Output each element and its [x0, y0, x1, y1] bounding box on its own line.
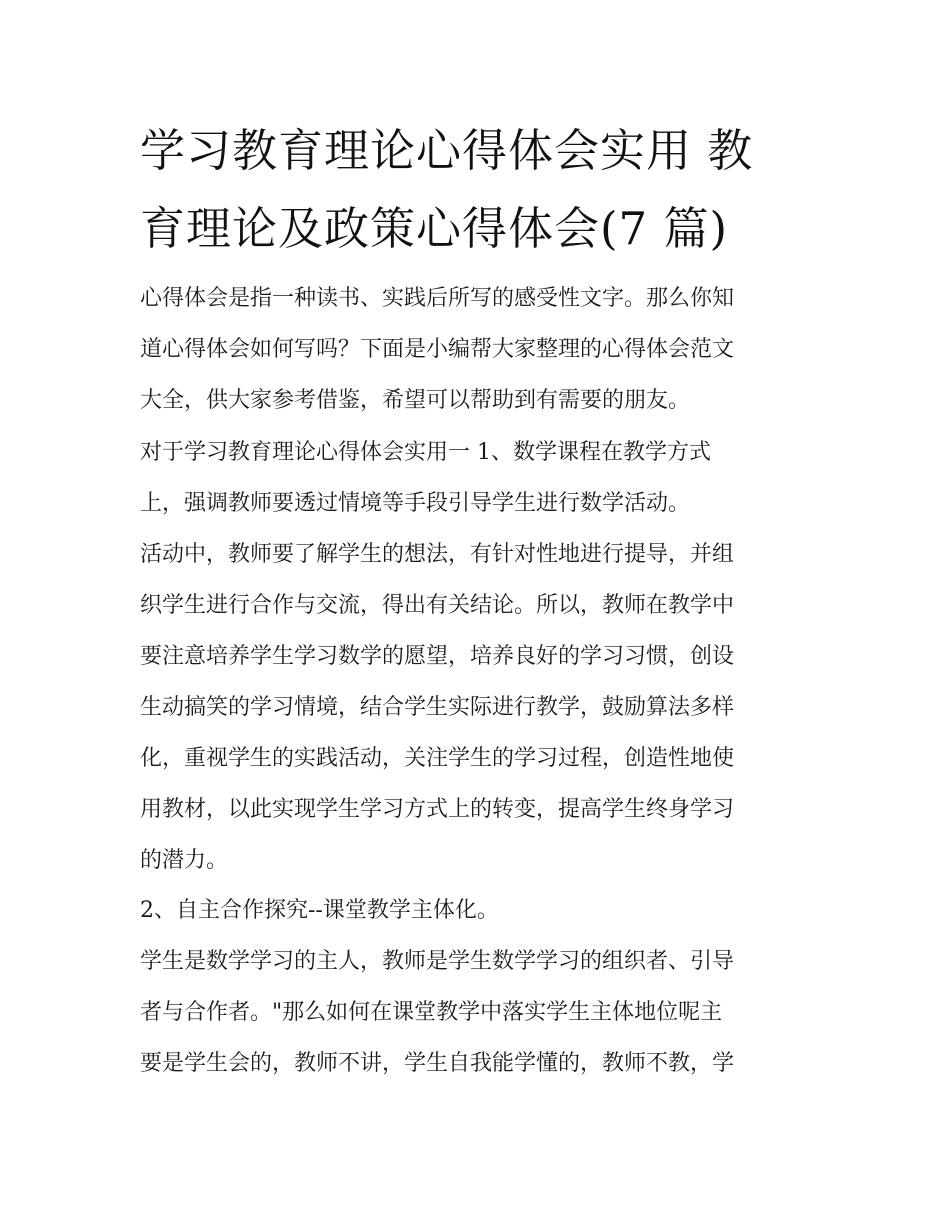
body-line-15: 者与合作者。"那么如何在课堂教学中落实学生主体地位呢主	[140, 1000, 723, 1025]
body-line-7: 织学生进行合作与交流，得出有关结论。所以，教师在教学中	[140, 593, 735, 618]
body-line-10: 化，重视学生的实践活动，关注学生的学习过程，创造性地使	[140, 746, 735, 771]
body-line-9: 生动搞笑的学习情境，结合学生实际进行教学，鼓励算法多样	[140, 695, 735, 720]
body-line-8: 要注意培养学生学习数学的愿望，培养良好的学习习惯，创设	[140, 644, 735, 669]
body-line-1: 心得体会是指一种读书、实践后所写的感受性文字。那么你知	[140, 286, 735, 311]
body-line-14: 学生是数学学习的主人，教师是学生数学学习的组织者、引导	[140, 949, 735, 974]
body-line-2: 道心得体会如何写吗？下面是小编帮大家整理的心得体会范文	[140, 337, 735, 362]
body-line-16: 要是学生会的，教师不讲，学生自我能学懂的，教师不教，学	[140, 1051, 735, 1076]
title-line-1: 学习教育理论心得体会实用 教	[140, 124, 754, 177]
body-line-13: 2、自主合作探究--课堂教学主体化。	[140, 898, 499, 923]
body-line-4: 对于学习教育理论心得体会实用一 1、数学课程在教学方式	[140, 440, 711, 465]
body-line-6: 活动中，教师要了解学生的想法，有针对性地进行提导，并组	[140, 542, 735, 567]
body-line-3: 大全，供大家参考借鉴，希望可以帮助到有需要的朋友。	[140, 388, 691, 413]
body-line-11: 用教材，以此实现学生学习方式上的转变，提高学生终身学习	[140, 797, 735, 822]
document-title	[140, 112, 820, 268]
body-line-12: 的潜力。	[140, 848, 229, 873]
title-line-2: 育理论及政策心得体会(7 篇)	[140, 202, 729, 255]
body-line-5: 上，强调教师要透过情境等手段引导学生进行数学活动。	[140, 491, 691, 516]
